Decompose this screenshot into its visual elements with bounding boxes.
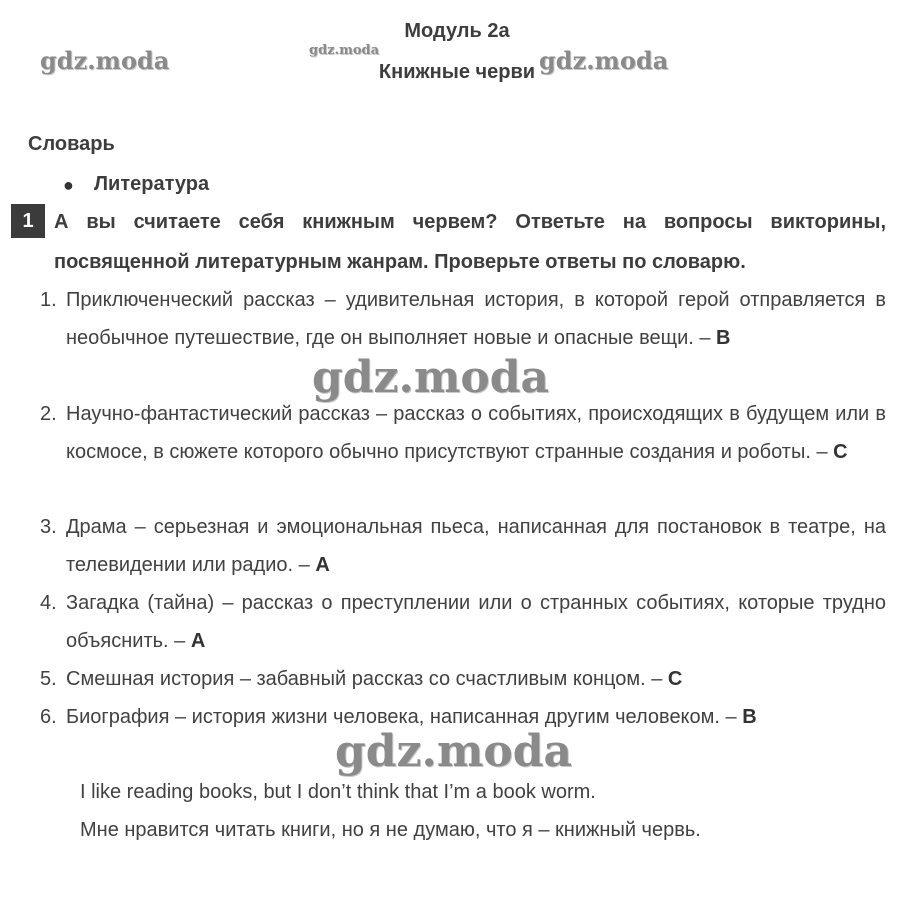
task-instruction-line-2: посвященной литературным жанрам. Проверьте ответы по словарю. [54,251,746,273]
list-item-text: Драма – серьезная и эмоциональная пьеса, написанная для постановок в театре, на телевидении или радио. – [66,516,886,576]
list-item-answer: C [833,441,848,463]
watermark-large-middle: gdz.moda [312,352,550,403]
vocabulary-bullet: Литература [94,173,210,195]
watermark-large-bottom: gdz.moda [335,726,573,777]
list-item [40,584,886,660]
list-item-number: 1. [40,289,57,311]
list-item-text: Приключенческий рассказ – удивительная история, в которой герой отправляется в необычное путешествие, где он выполняет новые и опасные вещи. – [66,289,886,349]
list-item-answer: A [315,554,330,576]
list-item-number: 4. [40,592,57,614]
list-item [40,508,886,584]
list-item-number: 3. [40,516,57,538]
watermark-tiny-center: gdz.moda [309,43,380,58]
list-item [40,660,886,698]
list-item-number: 6. [40,706,57,728]
list-item-answer: A [190,630,206,652]
list-item-answer: B [742,706,757,728]
list-item-text: Смешная история – забавный рассказ со счастливым концом. – [66,668,663,690]
list-item-number: 2. [40,403,57,425]
english-sentence: I like reading books, but I don’t think that I’m a book worm. [80,781,596,803]
watermark-small-right: gdz.moda [539,46,669,75]
bullet-dot-icon: ● [63,175,74,195]
list-item-text: Биография – история жизни человека, написанная другим человеком. – [66,706,737,728]
list-item-answer: B [716,327,731,349]
list-item-number: 5. [40,668,57,690]
lesson-subtitle: Книжные черви [378,61,536,83]
vocabulary-heading: Словарь [28,133,115,155]
list-item [40,281,886,357]
task-instruction-line-1: А вы считаете себя книжным червем? Ответьте на вопросы викторины, [54,211,886,233]
list-item-text: Загадка (тайна) – рассказ о преступлении или о странных событиях, которые трудно объяснить. – [66,592,886,652]
module-title: Модуль 2а [404,20,510,42]
russian-translation: Мне нравится читать книги, но я не думаю, что я – книжный червь. [80,819,701,841]
task-number-badge: 1 [11,204,45,238]
watermark-small-left: gdz.moda [40,46,170,75]
list-item-answer: C [667,668,683,690]
list-item-text: Научно-фантастический рассказ – рассказ о событиях, происходящих в будущем или в космосе, в сюжете которого обычно присутствуют странные создания и роботы. – [66,403,886,463]
list-item [40,395,886,471]
